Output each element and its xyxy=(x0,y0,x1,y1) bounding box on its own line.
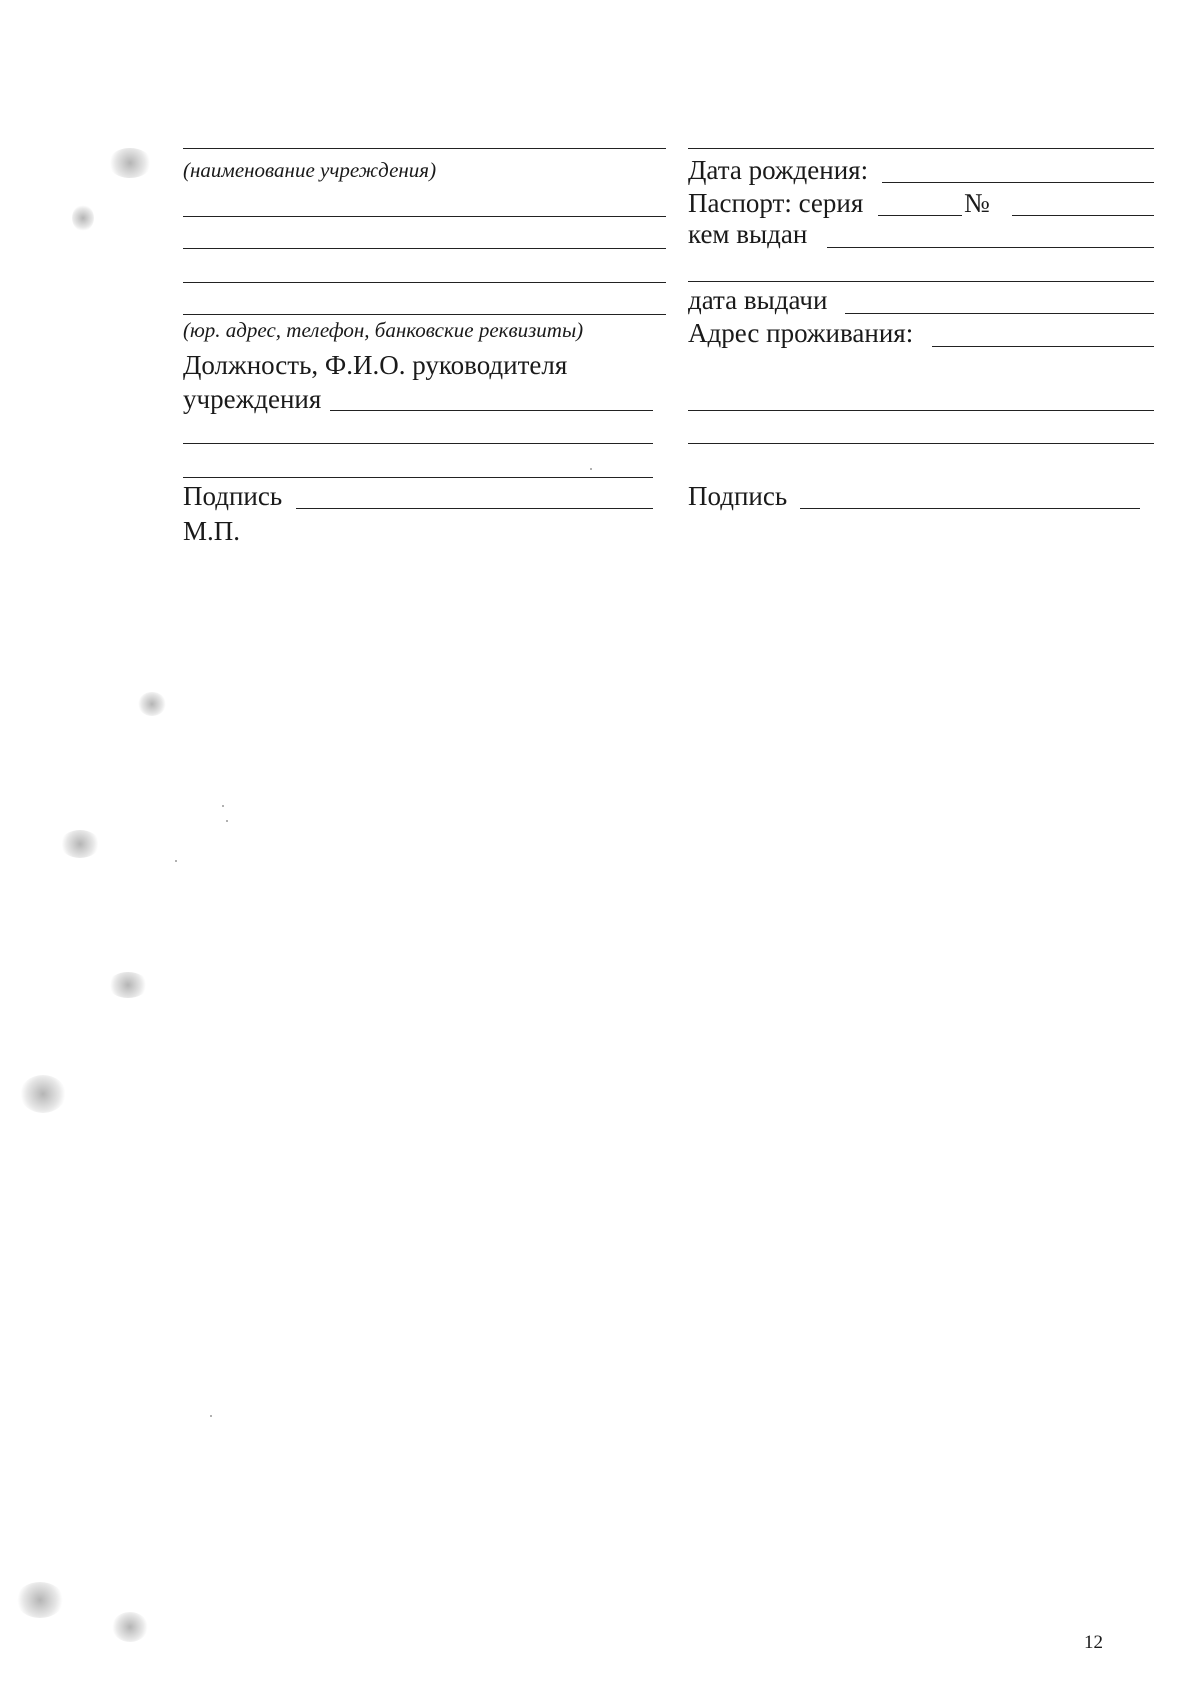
issued-by-field[interactable] xyxy=(827,247,1154,248)
scan-dot xyxy=(222,805,224,807)
passport-series-label: Паспорт: серия xyxy=(688,188,864,218)
head-name-field[interactable] xyxy=(330,410,653,411)
issued-by-line[interactable] xyxy=(688,281,1154,282)
institution-name-line[interactable] xyxy=(183,148,666,149)
scan-speck xyxy=(138,692,166,716)
scan-speck xyxy=(112,1612,148,1642)
scan-speck xyxy=(72,205,94,231)
head-name-line[interactable] xyxy=(183,443,653,444)
institution-details-line[interactable] xyxy=(183,314,666,315)
birth-date-field[interactable] xyxy=(882,182,1154,183)
passport-number-field[interactable] xyxy=(1012,215,1154,216)
issue-date-label: дата выдачи xyxy=(688,285,828,315)
scan-speck xyxy=(16,1582,64,1618)
institution-details-line[interactable] xyxy=(183,282,666,283)
head-name-line[interactable] xyxy=(183,477,653,478)
person-signature-field[interactable] xyxy=(800,508,1140,509)
institution-details-caption: (юр. адрес, телефон, банковские реквизиты) xyxy=(183,318,584,342)
scan-dot xyxy=(210,1415,212,1417)
institution-signature-field[interactable] xyxy=(296,508,653,509)
person-signature-label: Подпись xyxy=(688,481,788,511)
institution-details-line[interactable] xyxy=(183,216,666,217)
residence-address-field[interactable] xyxy=(932,346,1154,347)
full-name-line[interactable] xyxy=(688,148,1154,149)
passport-number-label: № xyxy=(964,188,990,218)
scan-speck xyxy=(108,148,152,178)
issued-by-label: кем выдан xyxy=(688,219,808,249)
scan-speck xyxy=(20,1075,66,1113)
residence-address-line[interactable] xyxy=(688,443,1154,444)
institution-name-caption: (наименование учреждения) xyxy=(183,158,437,182)
scan-speck xyxy=(60,830,100,858)
birth-date-label: Дата рождения: xyxy=(688,155,869,185)
residence-address-label: Адрес проживания: xyxy=(688,318,914,348)
head-position-label: Должность, Ф.И.О. руководителя xyxy=(183,350,568,380)
residence-address-line[interactable] xyxy=(688,410,1154,411)
scan-dot xyxy=(226,820,228,822)
institution-details-line[interactable] xyxy=(183,248,666,249)
scan-dot xyxy=(590,468,592,470)
passport-series-field[interactable] xyxy=(878,215,962,216)
scan-dot xyxy=(175,860,177,862)
stamp-label: М.П. xyxy=(183,516,241,546)
scan-speck xyxy=(108,972,148,998)
head-position-label-cont: учреждения xyxy=(183,384,322,414)
page-number: 12 xyxy=(1084,1632,1103,1653)
institution-signature-label: Подпись xyxy=(183,481,283,511)
issue-date-field[interactable] xyxy=(845,313,1154,314)
